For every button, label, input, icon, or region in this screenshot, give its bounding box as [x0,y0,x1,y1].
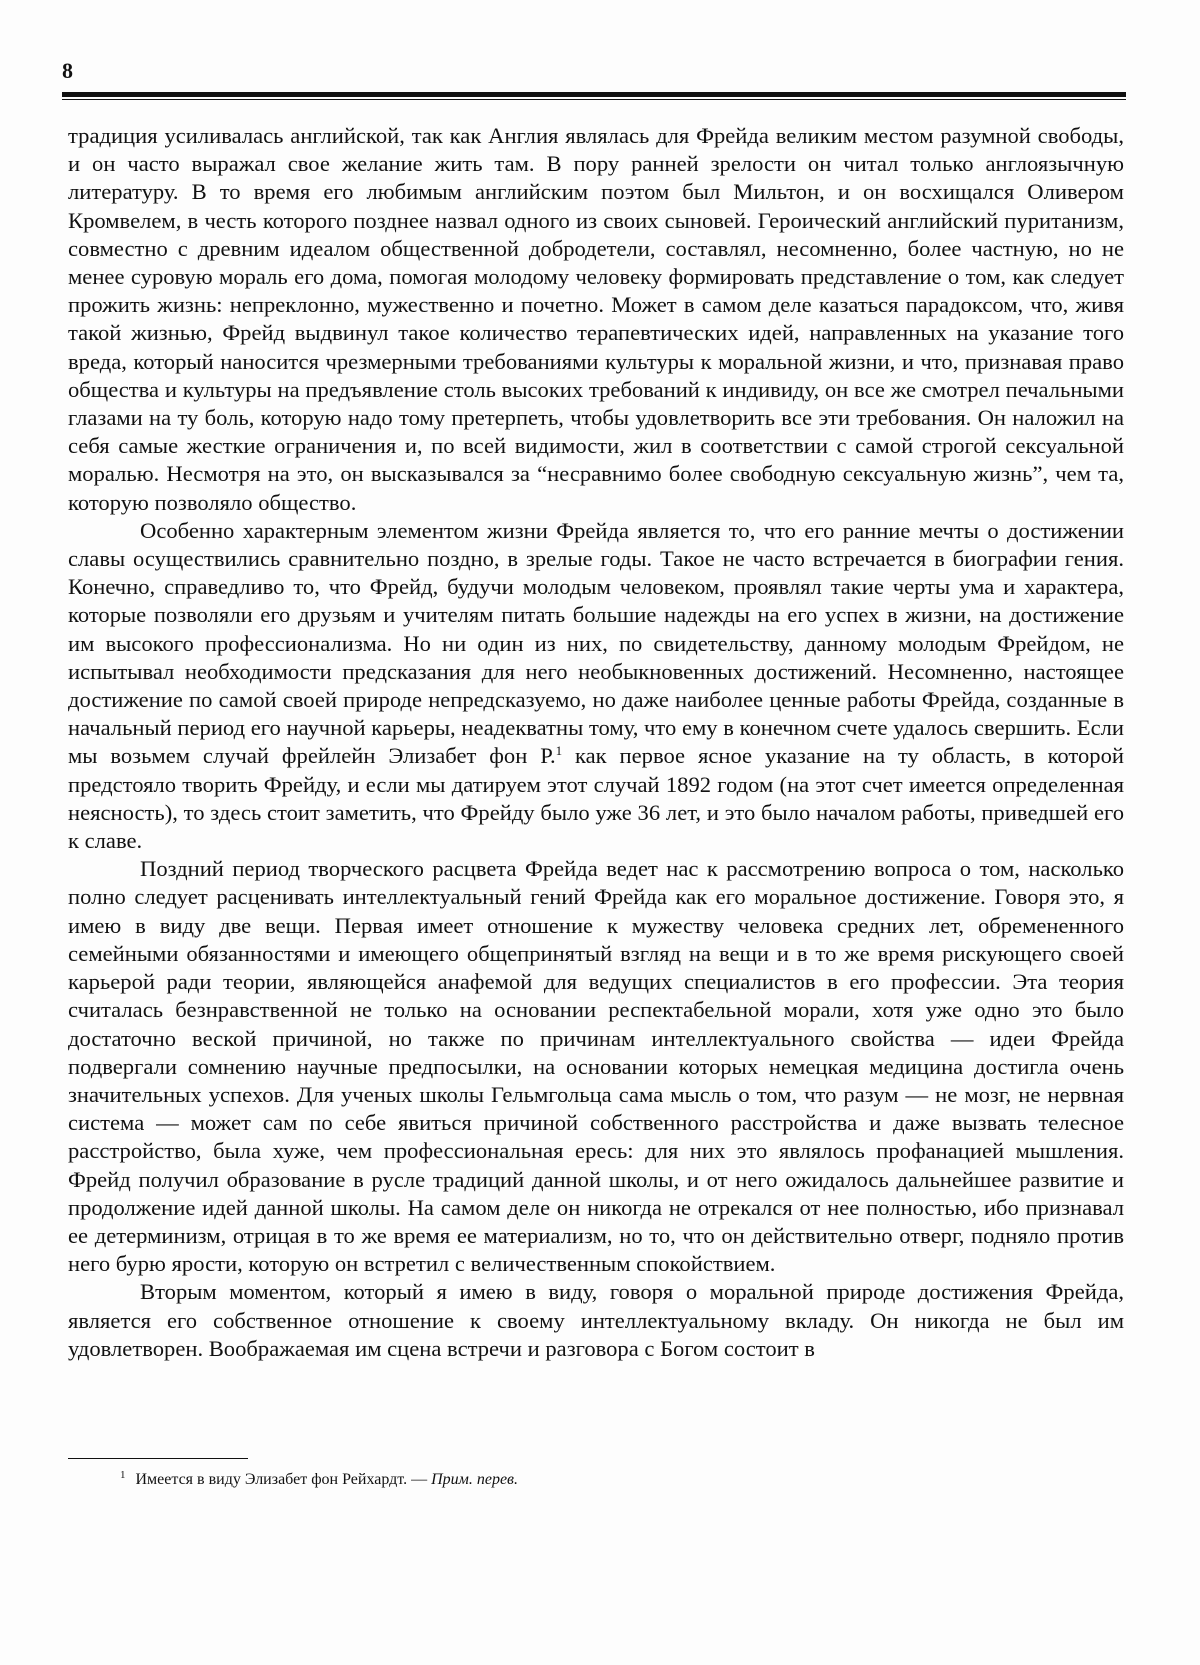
header-rule [62,92,1126,97]
footnote-abbreviation: Прим. перев. [431,1471,518,1488]
footnote-separator [68,1458,248,1459]
paragraph-2 [68,517,1124,855]
page-number: 8 [62,58,73,83]
paragraph-text: традиция усиливалась английской, так как Англия являлась для Фрейда великим местом разумной свободы, и он часто выражал свое желание жить там. В пору ранней зрелости он читал только англоязычную литературу. В то время его любимым английским поэтом был Мильтон, и он восхищался Оливером Кромвелем, в честь которого позднее назвал одного из своих сыновей. Героический английский пуританизм, совместно с древним идеалом общественной добродетели, составлял, несомненно, более частную, но не менее суровую мораль его дома, помогая молодому человеку формировать представление о том, как следует прожить жизнь: непреклонно, мужественно и почетно. Может в самом деле казаться парадоксом, что, живя такой жизнью, Фрейд выдвинул такое количество терапевтических идей, направленных на указание того вреда, который наносится чрезмерными требованиями культуры к моральной жизни, и что, признавая право общества и культуры на предъявление столь высоких требований к индивиду, он все же смотрел печальными глазами на ту боль, которую надо тому претерпеть, чтобы удовлетворить все эти требования. Он наложил на себя самые жесткие ограничения и, по всей видимости, жил в соответствии с самой строгой сексуальной моралью. Несмотря на это, он высказывался за “несравнимо более свободную сексуальную жизнь”, чем та, которую позволяло общество. [68,123,1124,515]
paragraph-text: Поздний период творческого расцвета Фрейда ведет нас к рассмотрению вопроса о том, насколько полно следует расценивать интеллектуальный гений Фрейда как его моральное достижение. Говоря это, я имею в виду две вещи. Первая имеет отношение к мужеству человека средних лет, обремененного семейными обязанностями и имеющего общепринятый взгляд на вещи и в то же время рискующего своей карьерой ради теории, являющейся анафемой для ведущих специалистов в его профессии. Эта теория считалась безнравственной не только на основании респектабельной морали, хотя уже одно это было достаточно веской причиной, но также по причинам интеллектуального свойства — идеи Фрейда подвергали сомнению научные предпосылки, на основании которых немецкая медицина достигла очень значительных успехов. Для ученых школы Гельмгольца сама мысль о том, что разум — не мозг, не нервная система — может сам по себе явиться причиной собственного расстройства и даже вызвать телесное расстройство, была хуже, чем профессиональная ересь: для них это являлось профанацией мышления. Фрейд получил образование в русле традиций данной школы, и от него ожидалось дальнейшее развитие и продолжение идей данной школы. На самом деле он никогда не отрекался от нее полностью, ибо признавал ее детерминизм, отрицая в то же время ее материализм, но то, что он действительно отверг, подняло против него бурю ярости, которую он встретил с величественным спокойствием. [68,856,1124,1277]
header-rule-thin [62,99,1126,100]
footnote [120,1470,518,1490]
paragraph-text: Особенно характерным элементом жизни Фрейда является то, что его ранние мечты о достижении славы осуществились сравнительно поздно, в зрелые годы. Такое не часто встречается в биографии гения. Конечно, справедливо то, что Фрейд, будучи молодым человеком, проявлял такие черты ума и характера, которые позволяли его друзьям и учителям питать большие надежды на его успех в жизни, на достижение им высокого профессионализма. Но ни один из них, по свидетельству, данному молодым Фрейдом, не испытывал необходимости предсказания для него необыкновенных достижений. Несомненно, настоящее достижение по самой своей природе непредсказуемо, но даже наиболее ценные работы Фрейда, созданные в начальный период его научной карьеры, неадекватны тому, что ему в конечном счете удалось свершить. Если мы возьмем случай фрейлейн Элизабет фон Р. [68,517,1124,769]
paragraph-1 [68,122,1124,517]
footnote-text: Имеется в виду Элизабет фон Рейхардт. — [135,1471,432,1488]
paragraph-4 [68,1278,1124,1363]
footnote-reference[interactable]: 1 [555,743,563,759]
paragraph-text: Вторым моментом, который я имею в виду, говоря о моральной природе достижения Фрейда, является его собственное отношение к своему интеллектуальному вкладу. Он никогда не был им удовлетворен. Воображаемая им сцена встречи и разговора с Богом состоит в [68,1279,1124,1361]
body-text [68,122,1124,1363]
footnote-number: 1 [120,1469,126,1481]
paragraph-text-continued: как первое ясное указание на ту область, в которой предстояло творить Фрейду, и если мы датируем этот случай 1892 годом (на этот счет имеется определенная неясность), то здесь стоит заметить, что Фрейду было уже 36 лет, и это было началом работы, приведшей его к славе. [68,743,1124,854]
paragraph-3 [68,855,1124,1278]
